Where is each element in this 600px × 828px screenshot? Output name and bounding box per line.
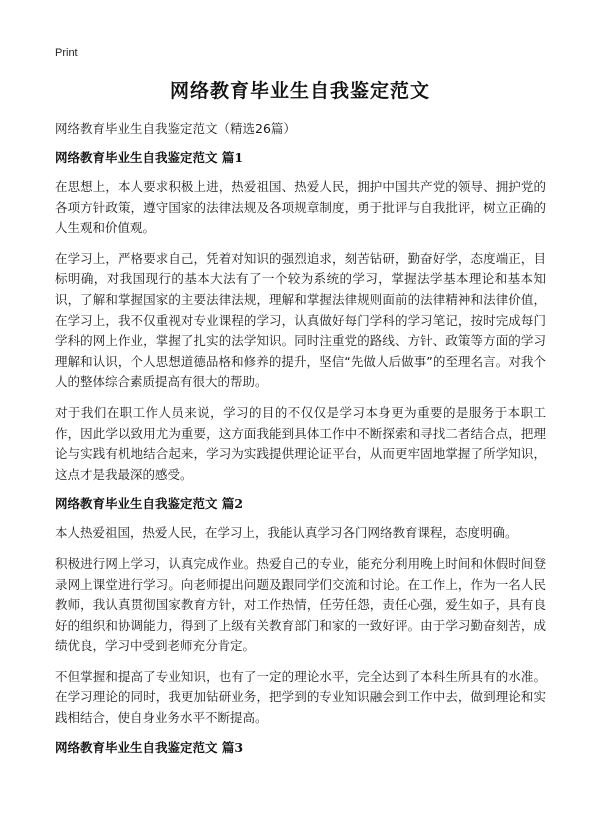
section-heading-3: 网络教育毕业生自我鉴定范文 篇3 bbox=[55, 739, 244, 755]
section-1-paragraph-1: 在思想上，本人要求积极上进，热爱祖国、热爱人民，拥护中国共产党的领导、拥护党的各项方针政策，遵守国家的法律法规及各项规章制度，勇于批评与自我批评，树立正确的人生观和价值观。 bbox=[55, 179, 546, 236]
section-1-paragraph-2: 在学习上，严格要求自己，凭着对知识的强烈追求，刻苦钻研，勤奋好学，态度端正，目标明确，对我国现行的基本大法有了一个较为系统的学习，掌握法学基本理论和基本知识，了解和掌握国家的主要法律法规，理解和掌握法律规则面前的法律精神和法律价值，在学习上，我不仅重视对专业课程的学习，认真做好每门学科的学习笔记，按时完成每门学科的网上作业，掌握了扎实的法学知识。同时注重党的路线、方针、政策等方面的学习理解和认识，个人思想道德品格和修养的提升，坚信“先做人后做事”的至理名言。对我个人的整体综合素质提高有很大的帮助。 bbox=[55, 250, 546, 390]
section-heading-1: 网络教育毕业生自我鉴定范文 篇1 bbox=[55, 150, 244, 165]
page-title: 网络教育毕业生自我鉴定范文 bbox=[169, 80, 430, 102]
section-2-paragraph-1: 本人热爱祖国，热爱人民，在学习上，我能认真学习各门网络教育课程，态度明确。 bbox=[55, 525, 518, 541]
article-body bbox=[55, 120, 546, 767]
section-2-paragraph-3: 不但掌握和提高了专业知识，也有了一定的理论水平，完全达到了本科生所具有的水准。在学习理论的同时，我更加钻研业务，把学到的专业知识融会到工作中去，做到理论和实践相结合，使自身业务水平不断提高。 bbox=[55, 668, 546, 726]
article-subtitle: 网络教育毕业生自我鉴定范文（精选26篇） bbox=[55, 121, 296, 136]
section-heading-2: 网络教育毕业生自我鉴定范文 篇2 bbox=[55, 496, 244, 512]
print-link[interactable]: Print bbox=[55, 47, 78, 59]
section-1-paragraph-3: 对于我们在职工作人员来说，学习的目的不仅仅是学习本身更为重要的是服务于本职工作，因此学以致用尤为重要，这方面我能到具体工作中不断探索和寻找二者结合点，把理论与实践有机地结合起来，学习为实践提供理论证平台，从而更牢固地掌握了所学知识，这点才是我最深的感受。 bbox=[55, 404, 546, 482]
section-2-paragraph-2: 积极进行网上学习，认真完成作业。热爱自己的专业，能充分利用晚上时间和休假时间登录网上课堂进行学习。向老师提出问题及跟同学们交流和讨论。在工作上，作为一名人民教师，我认真贯彻国家教育方针，对工作热情，任劳任怨，责任心强，爱生如子，具有良好的组织和协调能力，得到了上级有关教育部门和家的一致好评。由于学习勤奋刻苦，成绩优良，学习中受到老师充分肯定。 bbox=[55, 555, 546, 654]
